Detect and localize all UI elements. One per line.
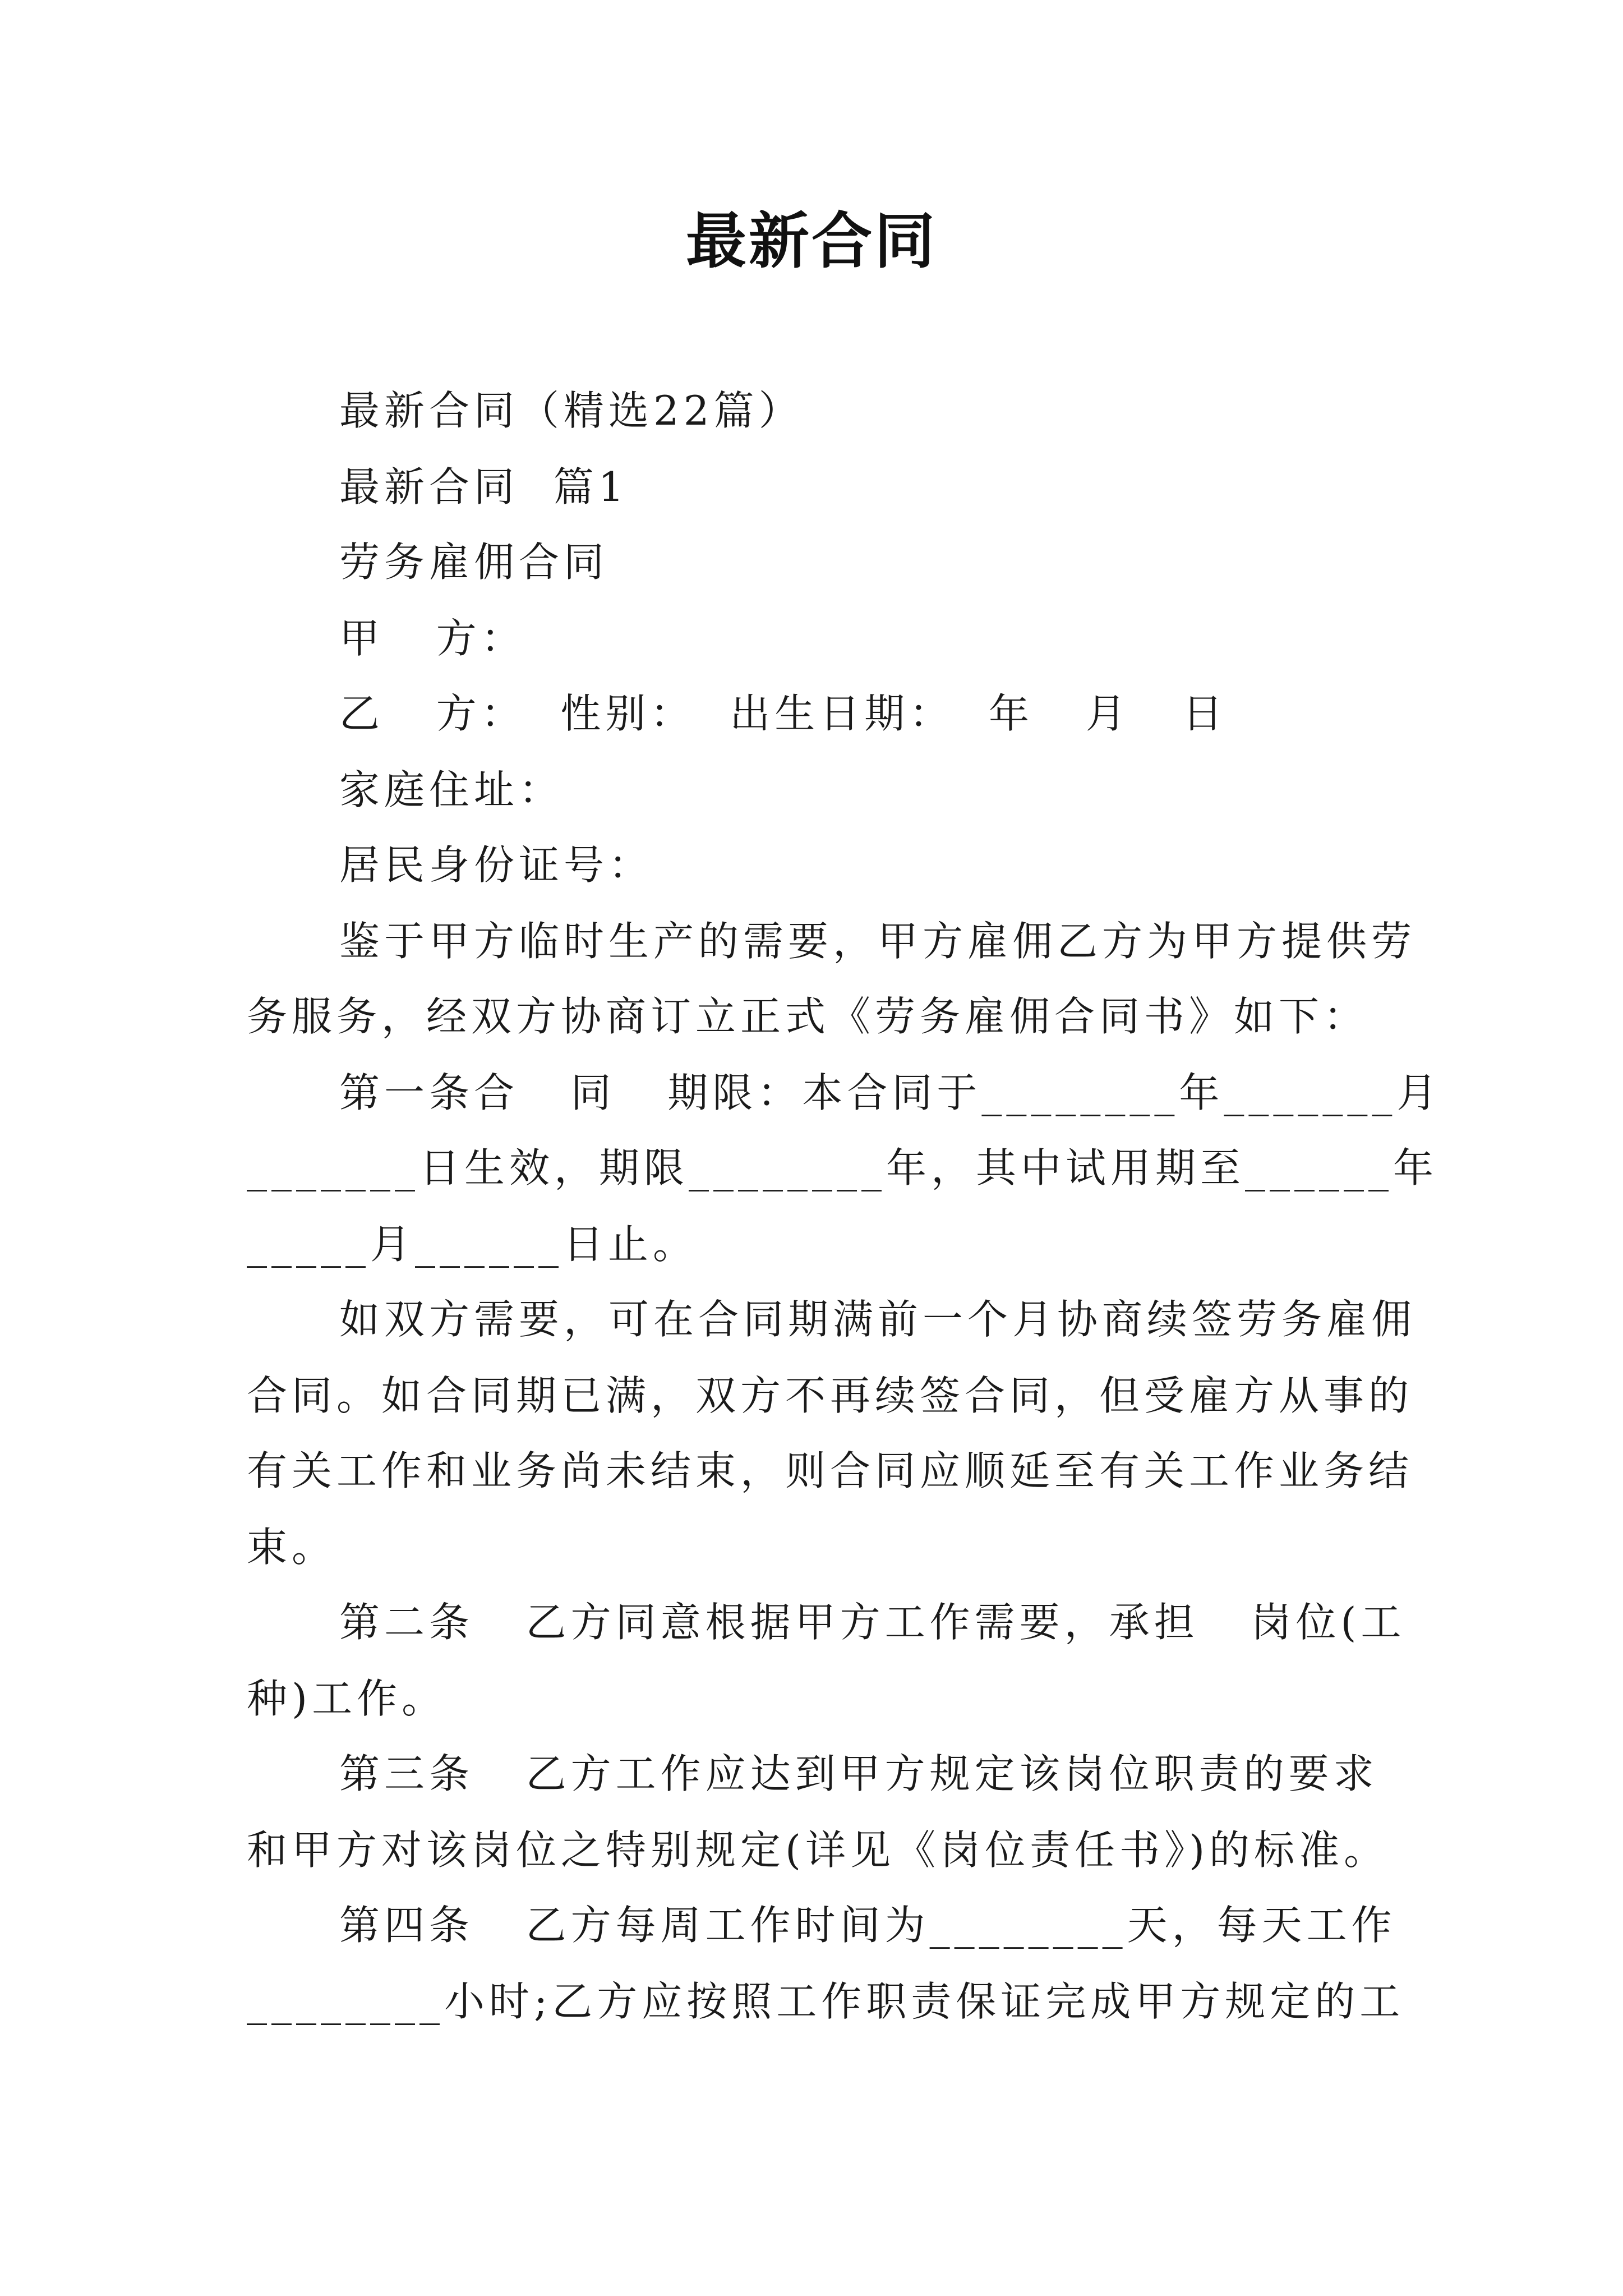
id-number-line: 居民身份证号： bbox=[339, 841, 654, 889]
paragraph-line: 第一条合 同 期限：本合同于________年_______月 bbox=[339, 1069, 1442, 1116]
paragraph-line: 束。 bbox=[247, 1524, 337, 1571]
paragraph-line: 有关工作和业务尚未结束，则合同应顺延至有关工作业务结 bbox=[247, 1447, 1414, 1494]
paragraph-line: 务服务，经双方协商订立正式《劳务雇佣合同书》如下： bbox=[247, 993, 1369, 1040]
paragraph-line: 合同。如合同期已满，双方不再续签合同，但受雇方从事的 bbox=[247, 1372, 1414, 1419]
paragraph-line: _______日生效，期限________年，其中试用期至______年 bbox=[247, 1144, 1438, 1191]
subtitle-line: 最新合同（精选22篇） bbox=[339, 387, 804, 434]
paragraph-line: 第三条 乙方工作应达到甲方规定该岗位职责的要求 bbox=[339, 1750, 1378, 1797]
party-a-line: 甲 方： bbox=[339, 615, 526, 662]
paragraph-line: 第二条 乙方同意根据甲方工作需要，承担 岗位(工 bbox=[339, 1599, 1406, 1646]
paragraph-line: ________小时;乙方应按照工作职责保证完成甲方规定的工 bbox=[247, 1978, 1405, 2025]
paragraph-line: 和甲方对该岗位之特别规定(详见《岗位责任书》)的标准。 bbox=[247, 1826, 1389, 1874]
paragraph-line: 种)工作。 bbox=[247, 1675, 447, 1722]
contract-name: 劳务雇佣合同 bbox=[339, 539, 609, 586]
address-line: 家庭住址： bbox=[339, 766, 564, 813]
section-heading: 最新合同 篇1 bbox=[339, 463, 629, 510]
party-b-line: 乙 方： 性别： 出生日期： 年 月 日 bbox=[339, 690, 1228, 737]
paragraph-line: 如双方需要，可在合同期满前一个月协商续签劳务雇佣 bbox=[339, 1296, 1417, 1343]
paragraph-line: 第四条 乙方每周工作时间为________天，每天工作 bbox=[339, 1902, 1396, 1949]
document-title: 最新合同 bbox=[685, 206, 937, 277]
paragraph-line: _____月______日止。 bbox=[247, 1221, 698, 1268]
paragraph-line: 鉴于甲方临时生产的需要，甲方雇佣乙方为甲方提供劳 bbox=[339, 918, 1417, 965]
